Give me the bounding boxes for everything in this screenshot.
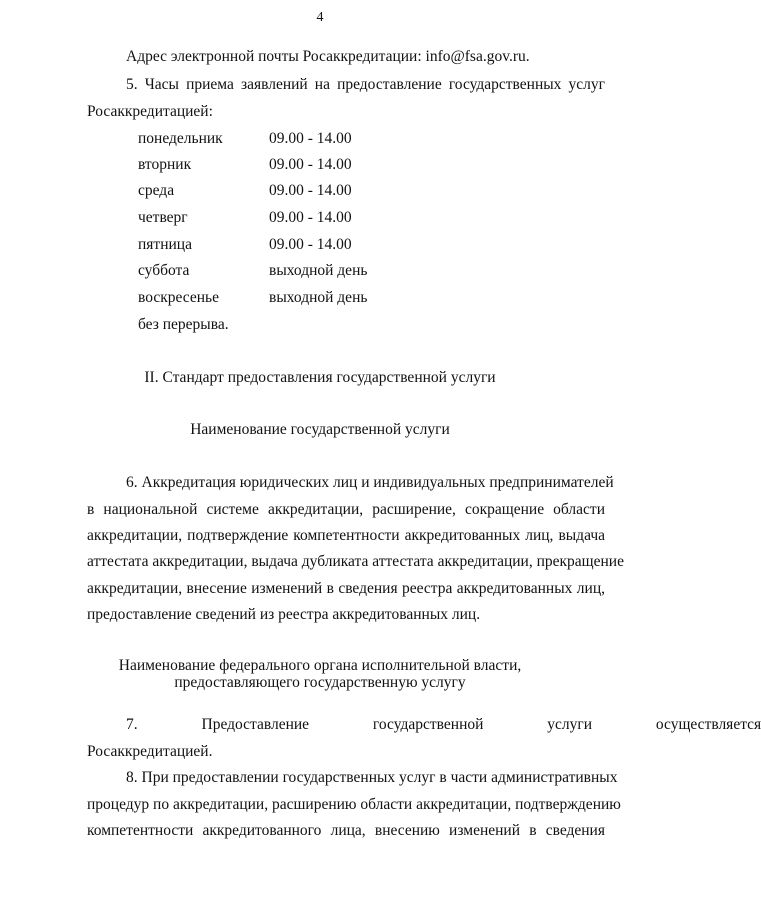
- paragraph-6-line: аттестата аккредитации, выдача дубликата аттестата аккредитации, прекращение: [87, 553, 624, 570]
- heading-organ-line-2: предоставляющего государственную услугу: [174, 674, 466, 691]
- schedule-day: четверг: [138, 209, 188, 226]
- schedule-time: выходной день: [269, 262, 368, 279]
- paragraph-6-line: 6. Аккредитация юридических лиц и индивидуальных предпринимателей: [126, 474, 614, 491]
- schedule-time: 09.00 - 14.00: [269, 236, 352, 253]
- schedule-day: среда: [138, 182, 175, 199]
- schedule-day: вторник: [138, 156, 192, 173]
- email-line: Адрес электронной почты Росаккредитации: info@fsa.gov.ru.: [126, 48, 530, 65]
- paragraph-6-line: аккредитации, внесение изменений в сведения реестра аккредитованных лиц,: [87, 580, 605, 597]
- schedule-day: пятница: [138, 236, 192, 253]
- section-title: II. Стандарт предоставления государственной услуги: [144, 369, 496, 386]
- paragraph-8-line: компетентности аккредитованного лица, внесению изменений в сведения: [87, 822, 605, 839]
- paragraph-7-line-1: 7. Предоставление государственной услуги осуществляется: [126, 716, 761, 733]
- heading-service-name: Наименование государственной услуги: [190, 421, 450, 438]
- schedule-time: 09.00 - 14.00: [269, 130, 352, 147]
- paragraph-5-line-1: 5. Часы приема заявлений на предоставление государственных услуг: [126, 76, 605, 93]
- heading-organ-line-1: Наименование федерального органа исполнительной власти,: [118, 657, 522, 674]
- schedule-time: 09.00 - 14.00: [269, 182, 352, 199]
- paragraph-7-line-2: Росаккредитацией.: [87, 743, 213, 760]
- page-number: 4: [316, 10, 324, 25]
- paragraph-8-line: процедур по аккредитации, расширению области аккредитации, подтверждению: [87, 796, 621, 813]
- schedule-time: 09.00 - 14.00: [269, 209, 352, 226]
- schedule-day: воскресенье: [138, 289, 219, 306]
- schedule-day: суббота: [138, 262, 190, 279]
- paragraph-6-line: в национальной системе аккредитации, расширение, сокращение области: [87, 501, 605, 518]
- paragraph-5-line-2: Росаккредитацией:: [87, 103, 213, 120]
- schedule-day: понедельник: [138, 130, 223, 147]
- paragraph-8-line: 8. При предоставлении государственных услуг в части административных: [126, 769, 618, 786]
- schedule-time: 09.00 - 14.00: [269, 156, 352, 173]
- no-break-note: без перерыва.: [138, 316, 229, 333]
- paragraph-6-line: предоставление сведений из реестра аккредитованных лиц.: [87, 606, 481, 623]
- schedule-time: выходной день: [269, 289, 368, 306]
- paragraph-6-line: аккредитации, подтверждение компетентности аккредитованных лиц, выдача: [87, 527, 605, 544]
